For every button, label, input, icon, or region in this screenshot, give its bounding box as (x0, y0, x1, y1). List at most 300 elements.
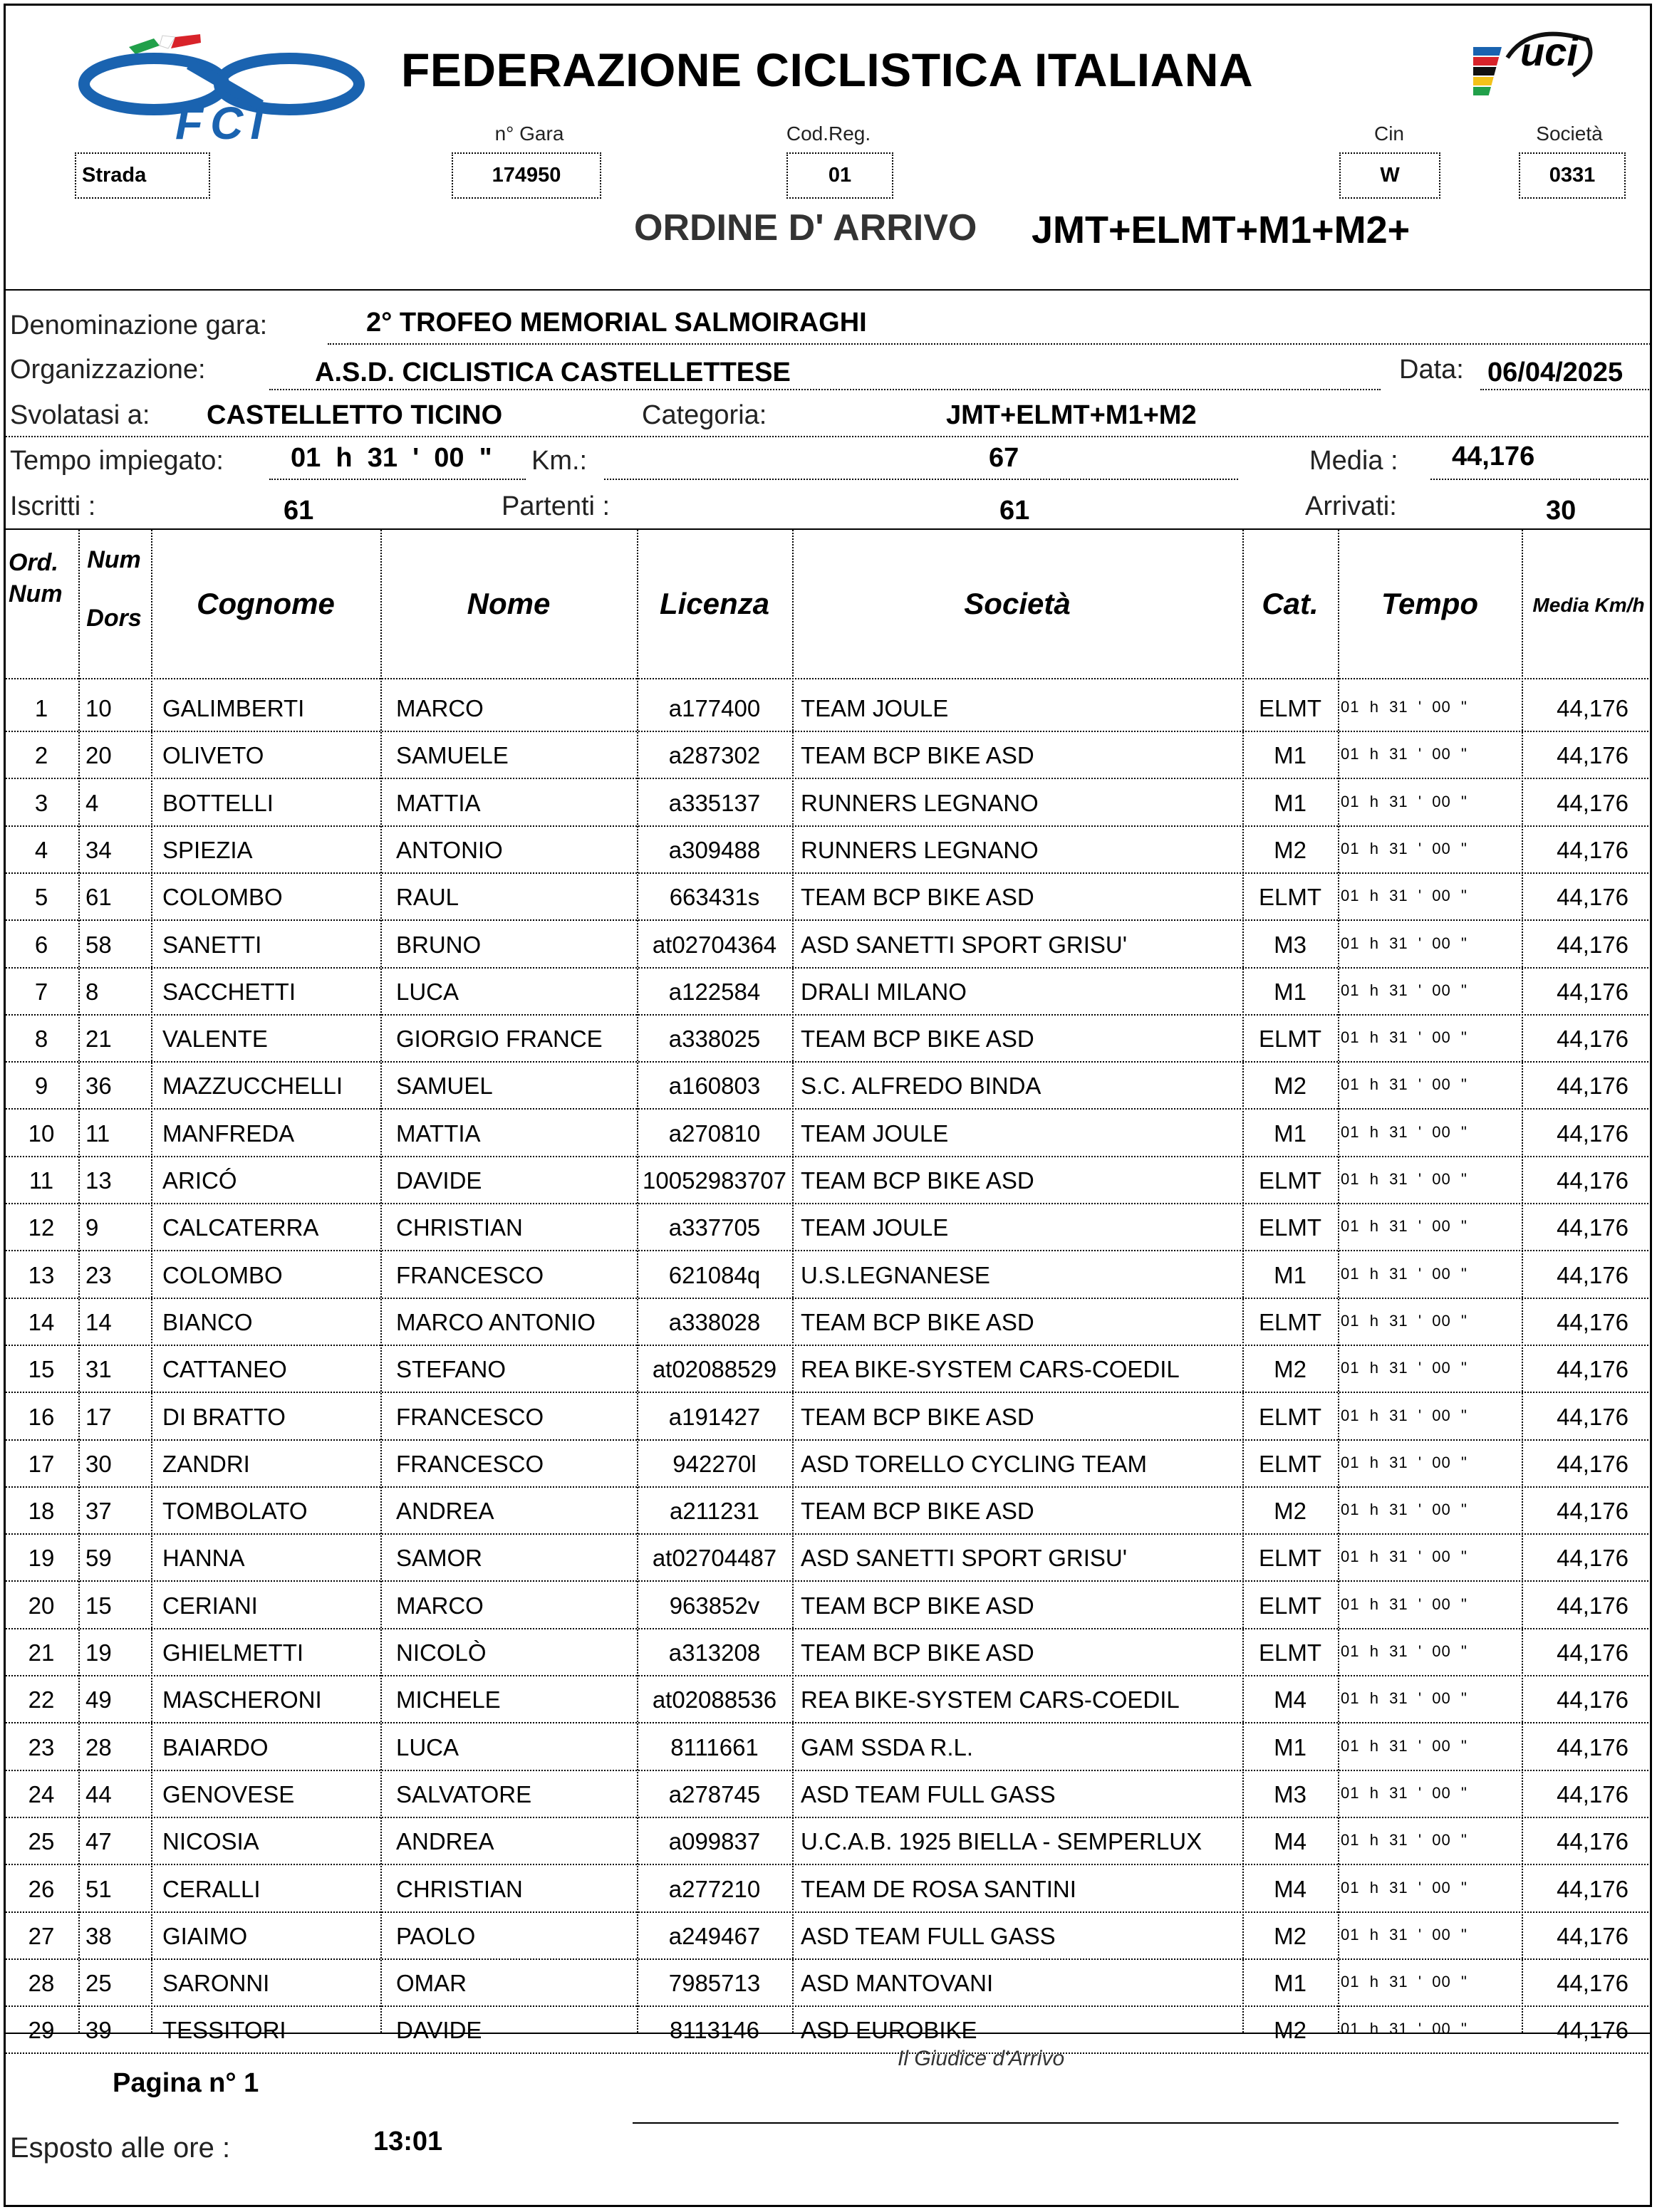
cell-cognome: CERALLI (162, 1875, 261, 1902)
cell-nome: NICOLÒ (396, 1639, 487, 1666)
cell-societa: TEAM JOULE (801, 695, 949, 721)
cell-cognome: TOMBOLATO (162, 1498, 308, 1525)
societa-code-label: Società (1536, 122, 1603, 145)
cell-cognome: CATTANEO (162, 1356, 287, 1383)
col-societa-header: Società (964, 587, 1071, 620)
cell-num: 23 (85, 1261, 112, 1288)
cell-tempo: 01 h 31 ' 00 " (1341, 1264, 1468, 1283)
cell-cat: ELMT (1258, 695, 1321, 721)
cell-cognome: SANETTI (162, 931, 262, 958)
uci-logo (1473, 26, 1601, 104)
cell-cat: M2 (1274, 1498, 1307, 1525)
cell-nome: LUCA (396, 1733, 459, 1760)
cell-ord: 16 (28, 1403, 55, 1430)
cell-cat: M1 (1274, 1970, 1307, 1997)
cell-cognome: MASCHERONI (162, 1686, 322, 1713)
cell-cat: M1 (1274, 789, 1307, 816)
cell-num: 36 (85, 1073, 112, 1100)
cell-ord: 21 (28, 1639, 55, 1666)
cell-societa: REA BIKE-SYSTEM CARS-COEDIL (801, 1686, 1180, 1713)
km-value: 67 (989, 443, 1019, 473)
cell-licenza: a309488 (668, 836, 761, 863)
cell-cat: M4 (1274, 1686, 1307, 1713)
table-row (6, 1016, 1652, 1063)
col-ord-header-2: Num (9, 580, 63, 608)
cell-licenza: a313208 (668, 1639, 761, 1666)
cell-societa: TEAM BCP BIKE ASD (801, 1026, 1034, 1053)
cell-tempo: 01 h 31 ' 00 " (1341, 1170, 1468, 1188)
ordine-categories: JMT+ELMT+M1+M2+ (1032, 209, 1411, 251)
col-licenza-header: Licenza (659, 587, 770, 620)
table-row (6, 1582, 1652, 1629)
cell-licenza: at02704487 (652, 1545, 777, 1572)
cell-tempo: 01 h 31 ' 00 " (1341, 1406, 1468, 1424)
cell-ord: 18 (28, 1498, 55, 1525)
table-row (6, 1535, 1652, 1582)
partenti-value: 61 (999, 496, 1030, 526)
organizzazione-value: A.S.D. CICLISTICA CASTELLETTESE (315, 358, 791, 387)
cell-nome: BRUNO (396, 931, 482, 958)
cell-societa: RUNNERS LEGNANO (801, 789, 1039, 816)
categoria-value: JMT+ELMT+M1+M2 (946, 400, 1197, 430)
table-row (6, 1676, 1652, 1723)
cell-nome: MARCO ANTONIO (396, 1308, 596, 1335)
table-row (6, 1818, 1652, 1865)
n-gara-label: n° Gara (494, 122, 564, 145)
km-line (604, 479, 1238, 480)
cell-nome: STEFANO (396, 1356, 507, 1383)
cell-nome: SAMUELE (396, 742, 509, 769)
col-media-header: Media Km/h (1532, 594, 1645, 616)
cell-ord: 11 (28, 1167, 54, 1194)
cell-cat: M3 (1274, 931, 1307, 958)
cell-licenza: a191427 (668, 1403, 761, 1430)
n-gara-field: 174950 (452, 152, 601, 199)
cell-tempo: 01 h 31 ' 00 " (1341, 1642, 1468, 1660)
arrivati-label: Arrivati: (1305, 491, 1397, 521)
cell-cat: ELMT (1258, 1167, 1321, 1194)
cell-num: 17 (85, 1403, 112, 1430)
cell-ord: 8 (34, 1026, 48, 1053)
cell-media: 44,176 (1557, 1120, 1629, 1147)
cell-media: 44,176 (1557, 1167, 1629, 1194)
cell-cognome: SPIEZIA (162, 836, 253, 863)
cell-media: 44,176 (1557, 1450, 1629, 1477)
cell-nome: FRANCESCO (396, 1403, 544, 1430)
col-cat-header: Cat. (1262, 587, 1319, 620)
cell-societa: ASD SANETTI SPORT GRISU' (801, 1545, 1128, 1572)
cell-licenza: a335137 (668, 789, 761, 816)
cell-ord: 9 (34, 1073, 48, 1100)
cell-nome: SAMOR (396, 1545, 483, 1572)
table-row (6, 874, 1652, 921)
table-row (6, 1771, 1652, 1818)
cell-ord: 27 (28, 1922, 55, 1949)
cell-cognome: GALIMBERTI (162, 695, 305, 721)
table-row (6, 1204, 1652, 1251)
cell-ord: 7 (34, 978, 48, 1005)
cell-cognome: ZANDRI (162, 1450, 250, 1477)
table-row (6, 732, 1652, 779)
cell-licenza: at02088529 (652, 1356, 777, 1383)
cell-media: 44,176 (1557, 1308, 1629, 1335)
cell-num: 51 (85, 1875, 112, 1902)
media-label: Media : (1309, 446, 1398, 476)
cell-cognome: COLOMBO (162, 884, 283, 911)
cell-licenza: a270810 (668, 1120, 761, 1147)
cell-tempo: 01 h 31 ' 00 " (1341, 839, 1468, 857)
cell-societa: ASD TEAM FULL GASS (801, 1922, 1056, 1949)
cell-media: 44,176 (1557, 1214, 1629, 1241)
col-cognome-header: Cognome (197, 587, 335, 620)
cell-nome: RAUL (396, 884, 459, 911)
cell-tempo: 01 h 31 ' 00 " (1341, 1548, 1468, 1566)
cell-cat: ELMT (1258, 1639, 1321, 1666)
cell-licenza: 963852v (669, 1592, 760, 1619)
cell-tempo: 01 h 31 ' 00 " (1341, 981, 1468, 999)
cell-licenza: a337705 (668, 1214, 761, 1241)
cell-num: 31 (85, 1356, 112, 1383)
cell-societa: TEAM JOULE (801, 1120, 949, 1147)
cell-tempo: 01 h 31 ' 00 " (1341, 792, 1468, 810)
col-nome-header: Nome (467, 587, 551, 620)
cell-societa: GAM SSDA R.L. (801, 1733, 974, 1760)
col-num-header (78, 531, 150, 647)
cell-tempo: 01 h 31 ' 00 " (1341, 1028, 1468, 1047)
iscritti-label: Iscritti : (10, 491, 96, 521)
cell-media: 44,176 (1557, 1733, 1629, 1760)
cell-num: 30 (85, 1450, 112, 1477)
organizzazione-line (269, 389, 1381, 390)
cell-num: 59 (85, 1545, 112, 1572)
cell-cognome: BOTTELLI (162, 789, 274, 816)
cell-cognome: GIAIMO (162, 1922, 248, 1949)
cell-tempo: 01 h 31 ' 00 " (1341, 1453, 1468, 1471)
cell-ord: 2 (34, 742, 48, 769)
cell-licenza: 10052983707 (643, 1167, 786, 1194)
ordine-arrivo-label: ORDINE D' ARRIVO (634, 207, 977, 249)
cell-ord: 23 (28, 1733, 55, 1760)
cell-licenza: a211231 (669, 1498, 760, 1525)
cell-nome: SAMUEL (396, 1073, 493, 1100)
cell-licenza: at02088536 (652, 1686, 777, 1713)
cell-tempo: 01 h 31 ' 00 " (1341, 1973, 1468, 1991)
cell-licenza: a177400 (668, 695, 761, 721)
cell-media: 44,176 (1557, 931, 1629, 958)
cell-media: 44,176 (1557, 1686, 1629, 1713)
cell-tempo: 01 h 31 ' 00 " (1341, 1783, 1468, 1802)
cell-cat: M2 (1274, 836, 1307, 863)
cell-cat: M4 (1274, 1828, 1307, 1855)
cell-num: 61 (85, 884, 112, 911)
cell-cat: ELMT (1258, 1308, 1321, 1335)
cell-ord: 15 (28, 1356, 55, 1383)
cell-num: 47 (85, 1828, 112, 1855)
table-row (6, 1346, 1652, 1393)
cell-tempo: 01 h 31 ' 00 " (1341, 2020, 1468, 2038)
cell-num: 8 (85, 978, 99, 1005)
col-ord-header-1: Ord. (9, 549, 58, 576)
media-value: 44,176 (1452, 442, 1535, 471)
cell-cat: ELMT (1258, 884, 1321, 911)
cell-cat: M1 (1274, 1120, 1307, 1147)
svolatasi-line (6, 436, 1652, 437)
cell-cat: ELMT (1258, 1592, 1321, 1619)
cin-field: W (1339, 152, 1440, 199)
fci-logo (76, 27, 375, 149)
cell-cognome: COLOMBO (162, 1261, 283, 1288)
cell-nome: PAOLO (396, 1922, 476, 1949)
cell-nome: MATTIA (396, 1120, 481, 1147)
cell-cognome: SARONNI (162, 1970, 270, 1997)
cell-societa: U.S.LEGNANESE (801, 1261, 990, 1288)
cell-cat: ELMT (1258, 1450, 1321, 1477)
data-value: 06/04/2025 (1487, 358, 1624, 387)
cell-societa: TEAM JOULE (801, 1214, 949, 1241)
cell-cognome: GHIELMETTI (162, 1639, 304, 1666)
cell-cognome: BAIARDO (162, 1733, 269, 1760)
cell-nome: CHRISTIAN (396, 1214, 523, 1241)
cell-media: 44,176 (1557, 1875, 1629, 1902)
cell-licenza: a287302 (668, 742, 761, 769)
cell-ord: 26 (28, 1875, 55, 1902)
cell-ord: 25 (28, 1828, 55, 1855)
cell-nome: FRANCESCO (396, 1450, 544, 1477)
cell-media: 44,176 (1557, 836, 1629, 863)
cell-num: 4 (85, 789, 99, 816)
cell-cat: M1 (1274, 978, 1307, 1005)
cell-num: 28 (85, 1733, 112, 1760)
cell-nome: OMAR (396, 1970, 467, 1997)
cell-licenza: a160803 (668, 1073, 761, 1100)
cell-ord: 17 (28, 1450, 55, 1477)
svolatasi-label: Svolatasi a: (10, 400, 150, 430)
table-row (6, 685, 1652, 732)
table-row (6, 1394, 1652, 1441)
table-row (6, 1110, 1652, 1157)
cell-licenza: a338028 (668, 1308, 761, 1335)
cell-media: 44,176 (1557, 789, 1629, 816)
cell-media: 44,176 (1557, 1356, 1629, 1383)
cell-tempo: 01 h 31 ' 00 " (1341, 1075, 1468, 1094)
cell-cat: ELMT (1258, 1403, 1321, 1430)
cell-num: 19 (85, 1639, 112, 1666)
cell-num: 44 (85, 1780, 112, 1807)
cell-ord: 1 (34, 695, 48, 721)
cell-societa: REA BIKE-SYSTEM CARS-COEDIL (801, 1356, 1180, 1383)
cell-cognome: CERIANI (162, 1592, 258, 1619)
cell-media: 44,176 (1557, 884, 1629, 911)
table-row (6, 922, 1652, 969)
results-sheet (4, 4, 1652, 2207)
cell-societa: ASD EUROBIKE (801, 2017, 977, 2044)
cell-cognome: HANNA (162, 1545, 245, 1572)
table-row (6, 1913, 1652, 1960)
cell-media: 44,176 (1557, 1403, 1629, 1430)
cell-societa: ASD SANETTI SPORT GRISU' (801, 931, 1128, 958)
table-row (6, 827, 1652, 874)
data-line (1480, 389, 1651, 390)
cell-cat: M3 (1274, 1780, 1307, 1807)
cell-tempo: 01 h 31 ' 00 " (1341, 1878, 1468, 1897)
cell-ord: 3 (34, 789, 48, 816)
cell-ord: 20 (28, 1592, 55, 1619)
cell-cat: M2 (1274, 1073, 1307, 1100)
cell-media: 44,176 (1557, 1545, 1629, 1572)
organizzazione-label: Organizzazione: (10, 355, 206, 385)
cell-cat: ELMT (1258, 1026, 1321, 1053)
cell-media: 44,176 (1557, 695, 1629, 721)
cell-cognome: OLIVETO (162, 742, 264, 769)
iscritti-value: 61 (284, 496, 314, 526)
esposto-label: Esposto alle ore : (10, 2132, 231, 2164)
cell-licenza: 8111661 (670, 1733, 759, 1760)
header-row-divider (6, 678, 1652, 679)
cell-societa: S.C. ALFREDO BINDA (801, 1073, 1042, 1100)
cell-ord: 6 (34, 931, 48, 958)
table-row (6, 1724, 1652, 1771)
cell-tempo: 01 h 31 ' 00 " (1341, 1925, 1468, 1944)
categoria-label: Categoria: (642, 400, 767, 430)
denominazione-value: 2° TROFEO MEMORIAL SALMOIRAGHI (366, 308, 867, 338)
table-top-divider (6, 528, 1652, 530)
denominazione-label: Denominazione gara: (10, 311, 268, 340)
km-label: Km.: (531, 446, 588, 476)
cod-reg-field: 01 (786, 152, 893, 199)
table-row (6, 1441, 1652, 1488)
cell-num: 21 (85, 1026, 112, 1053)
cell-licenza: a122584 (668, 978, 761, 1005)
cell-cognome: ARICÓ (162, 1167, 237, 1194)
denominazione-line (328, 343, 1652, 345)
societa-code-field: 0331 (1519, 152, 1626, 199)
cell-nome: GIORGIO FRANCE (396, 1026, 603, 1053)
cell-num: 15 (85, 1592, 112, 1619)
cell-media: 44,176 (1557, 978, 1629, 1005)
cell-media: 44,176 (1557, 742, 1629, 769)
page-number: Pagina n° 1 (113, 2068, 259, 2098)
arrivati-value: 30 (1546, 496, 1577, 526)
cell-num: 25 (85, 1970, 112, 1997)
cell-num: 20 (85, 742, 112, 769)
cell-societa: TEAM BCP BIKE ASD (801, 742, 1034, 769)
federation-title: FEDERAZIONE CICLISTICA ITALIANA (401, 43, 1254, 96)
cell-nome: FRANCESCO (396, 1261, 544, 1288)
table-row (6, 1157, 1652, 1204)
cell-societa: TEAM DE ROSA SANTINI (801, 1875, 1076, 1902)
cell-licenza: at02704364 (652, 931, 777, 958)
cell-media: 44,176 (1557, 2017, 1629, 2044)
cell-ord: 22 (28, 1686, 55, 1713)
cell-media: 44,176 (1557, 1828, 1629, 1855)
cell-cat: M1 (1274, 1733, 1307, 1760)
cell-nome: ANTONIO (396, 836, 503, 863)
table-row (6, 1299, 1652, 1346)
cell-societa: TEAM BCP BIKE ASD (801, 884, 1034, 911)
uci-logo-text: uci (1520, 29, 1578, 74)
cell-licenza: 663431s (669, 884, 760, 911)
table-row (6, 1960, 1652, 2007)
cell-licenza: a338025 (668, 1026, 761, 1053)
cell-num: 9 (85, 1214, 99, 1241)
giudice-label: Il Giudice d'Arrivo (898, 2047, 1065, 2070)
cell-tempo: 01 h 31 ' 00 " (1341, 1831, 1468, 1850)
table-row (6, 1063, 1652, 1110)
cell-licenza: 942270l (672, 1450, 757, 1477)
cell-nome: MARCO (396, 1592, 484, 1619)
cell-cat: M1 (1274, 742, 1307, 769)
cell-cognome: MAZZUCCHELLI (162, 1073, 343, 1100)
cell-media: 44,176 (1557, 1592, 1629, 1619)
cell-tempo: 01 h 31 ' 00 " (1341, 1689, 1468, 1708)
fci-logo-text: FCI (175, 98, 271, 149)
cell-nome: ANDREA (396, 1828, 494, 1855)
svolatasi-value: CASTELLETTO TICINO (207, 400, 503, 430)
col-tempo-header: Tempo (1381, 587, 1479, 620)
cell-cognome: VALENTE (162, 1026, 268, 1053)
cell-nome: ANDREA (396, 1498, 494, 1525)
cell-num: 34 (85, 836, 112, 863)
cell-ord: 12 (28, 1214, 55, 1241)
cell-licenza: 8113146 (669, 2017, 760, 2044)
signature-line (633, 2122, 1619, 2124)
cell-cognome: GENOVESE (162, 1780, 295, 1807)
table-row (6, 1488, 1652, 1535)
footer-divider (6, 2033, 1652, 2034)
cell-societa: RUNNERS LEGNANO (801, 836, 1039, 863)
cell-licenza: a249467 (668, 1922, 761, 1949)
tipo-field: Strada (75, 152, 210, 199)
cell-cat: ELMT (1258, 1545, 1321, 1572)
cell-societa: TEAM BCP BIKE ASD (801, 1639, 1034, 1666)
cell-licenza: a277210 (668, 1875, 761, 1902)
cell-num: 11 (85, 1120, 110, 1147)
cell-tempo: 01 h 31 ' 00 " (1341, 698, 1468, 716)
media-line (1430, 479, 1651, 480)
cell-cognome: TESSITORI (162, 2017, 286, 2044)
cell-licenza: 7985713 (668, 1970, 761, 1997)
cell-media: 44,176 (1557, 1922, 1629, 1949)
cell-cognome: MANFREDA (162, 1120, 295, 1147)
cell-cat: M2 (1274, 1356, 1307, 1383)
cell-nome: SALVATORE (396, 1780, 532, 1807)
partenti-label: Partenti : (502, 491, 611, 521)
cell-societa: TEAM BCP BIKE ASD (801, 1592, 1034, 1619)
cell-ord: 10 (28, 1120, 55, 1147)
cell-nome: MICHELE (396, 1686, 501, 1713)
cell-licenza: 621084q (668, 1261, 761, 1288)
cell-cognome: BIANCO (162, 1308, 253, 1335)
cell-cat: M2 (1274, 2017, 1307, 2044)
cell-nome: MATTIA (396, 789, 481, 816)
cell-societa: TEAM BCP BIKE ASD (801, 1498, 1034, 1525)
cell-societa: ASD MANTOVANI (801, 1970, 994, 1997)
cell-ord: 14 (28, 1308, 55, 1335)
cell-tempo: 01 h 31 ' 00 " (1341, 1501, 1468, 1519)
cell-num: 58 (85, 931, 112, 958)
cell-tempo: 01 h 31 ' 00 " (1341, 887, 1468, 905)
cod-reg-label: Cod.Reg. (786, 122, 871, 145)
cell-nome: DAVIDE (396, 2017, 482, 2044)
cell-media: 44,176 (1557, 1261, 1629, 1288)
cell-media: 44,176 (1557, 1970, 1629, 1997)
cell-ord: 13 (28, 1261, 55, 1288)
table-row (6, 2007, 1652, 2054)
cell-media: 44,176 (1557, 1026, 1629, 1053)
cell-cat: ELMT (1258, 1214, 1321, 1241)
cell-media: 44,176 (1557, 1498, 1629, 1525)
cell-tempo: 01 h 31 ' 00 " (1341, 934, 1468, 952)
